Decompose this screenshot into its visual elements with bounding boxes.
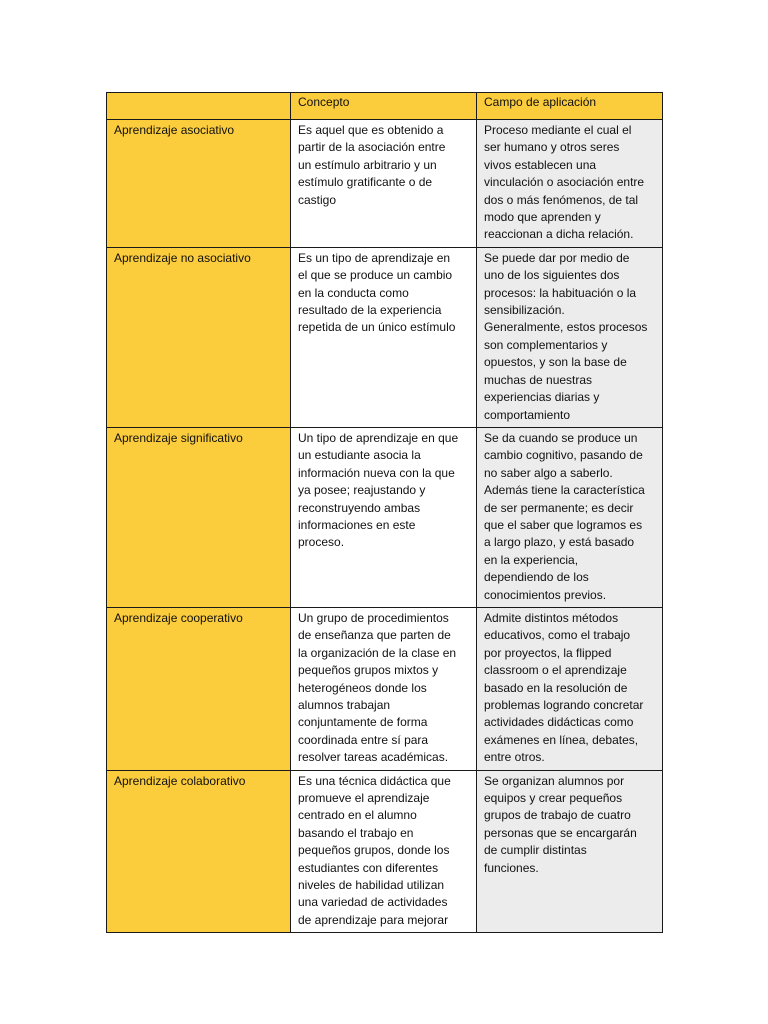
row-label-cell: Aprendizaje colaborativo <box>107 770 291 933</box>
row-label-cell: Aprendizaje cooperativo <box>107 607 291 770</box>
row-label-cell: Aprendizaje no asociativo <box>107 247 291 427</box>
concept-cell: Un grupo de procedimientos de enseñanza que parten de la organización de la clase en pequeños grupos mixtos y heterogéneos donde los alumnos trabajan conjuntamente de forma coordinada entre sí para resolver tareas académicas. <box>291 607 477 770</box>
header-cell-campo: Campo de aplicación <box>477 93 663 120</box>
learning-types-table <box>106 92 663 933</box>
header-cell-concepto: Concepto <box>291 93 477 120</box>
application-cell: Admite distintos métodos educativos, como el trabajo por proyectos, la flipped classroom o el aprendizaje basado en la resolución de problemas logrando concretar actividades didácticas como exámenes en línea, debates, entre otros. <box>477 607 663 770</box>
table-row <box>107 120 663 248</box>
application-cell: Proceso mediante el cual el ser humano y otros seres vivos establecen una vinculación o asociación entre dos o más fenómenos, de tal modo que aprenden y reaccionan a dicha relación. <box>477 120 663 248</box>
concept-cell: Un tipo de aprendizaje en que un estudiante asocia la información nueva con la que ya posee; reajustando y reconstruyendo ambas informaciones en este proceso. <box>291 427 477 607</box>
table-row <box>107 607 663 770</box>
concept-cell: Es una técnica didáctica que promueve el aprendizaje centrado en el alumno basando el trabajo en pequeños grupos, donde los estudiantes con diferentes niveles de habilidad utilizan una variedad de actividades de aprendizaje para mejorar <box>291 770 477 933</box>
concept-cell: Es un tipo de aprendizaje en el que se produce un cambio en la conducta como resultado de la experiencia repetida de un único estímulo <box>291 247 477 427</box>
row-label-cell: Aprendizaje significativo <box>107 427 291 607</box>
table-header-row <box>107 93 663 120</box>
row-label-cell: Aprendizaje asociativo <box>107 120 291 248</box>
table-row <box>107 770 663 933</box>
application-cell: Se organizan alumnos por equipos y crear pequeños grupos de trabajo de cuatro personas que se encargarán de cumplir distintas funciones. <box>477 770 663 933</box>
concept-cell: Es aquel que es obtenido a partir de la asociación entre un estímulo arbitrario y un estímulo gratificante o de castigo <box>291 120 477 248</box>
header-cell-empty <box>107 93 291 120</box>
application-cell: Se puede dar por medio de uno de los siguientes dos procesos: la habituación o la sensibilización. Generalmente, estos procesos son complementarios y opuestos, y son la base de muchas de nuestras experiencias diarias y comportamiento <box>477 247 663 427</box>
table-row <box>107 427 663 607</box>
application-cell: Se da cuando se produce un cambio cognitivo, pasando de no saber algo a saberlo. Además tiene la característica de ser permanente; es decir que el saber que logramos es a largo plazo, y está basado en la experiencia, dependiendo de los conocimientos previos. <box>477 427 663 607</box>
table-row <box>107 247 663 427</box>
